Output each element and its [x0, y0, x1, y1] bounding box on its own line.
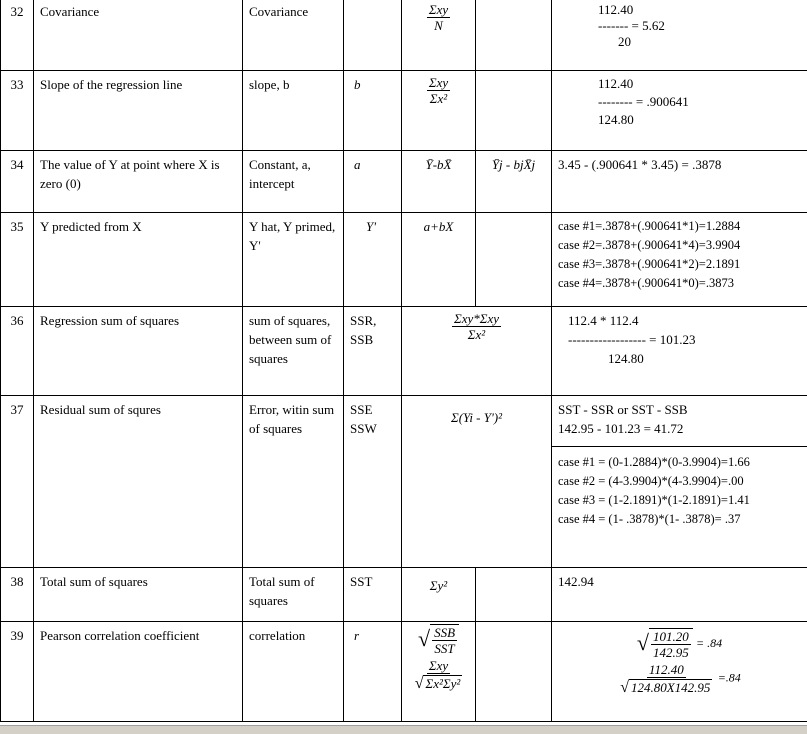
result-bottom: 20: [618, 34, 631, 49]
result-top: 112.40: [598, 2, 634, 17]
formula-cell: a+bX: [402, 213, 476, 307]
row-number: 32: [1, 0, 34, 71]
formula-fraction: [432, 625, 457, 656]
measure-name: Residual sum of squres: [34, 396, 243, 568]
formula-cell: [402, 307, 552, 396]
formula-numerator: Σxy: [428, 2, 449, 17]
measure-alias: Covariance: [243, 0, 344, 71]
measure-symbol: SST: [344, 568, 402, 622]
measure-symbol: SSR, SSB: [344, 307, 402, 396]
measure-symbol: Y': [344, 213, 402, 307]
window-bottom-edge: [0, 725, 807, 734]
row-number: 36: [1, 307, 34, 396]
formula-denominator: N: [434, 18, 443, 33]
result-mid: -------- = .900641: [598, 94, 689, 109]
result-product-ratio: 112.40 √ 124.80X142.95 =.84: [620, 662, 741, 696]
measure-alias: slope, b: [243, 71, 344, 151]
table-row: [1, 396, 807, 568]
result-case-line: case #3 = (1-2.1891)*(1-2.1891)=1.41: [558, 493, 750, 507]
ratio-formula: [408, 658, 469, 692]
result-cell: [552, 0, 807, 71]
result-cell: [552, 71, 807, 151]
formula-cell: [402, 71, 476, 151]
result-denominator: 142.95: [652, 645, 689, 660]
result-cell: 3.45 - (.900641 * 3.45) = .3878: [552, 151, 807, 213]
row-number: 33: [1, 71, 34, 151]
result-case-line: case #3=.3878+(.900641*2)=2.1891: [558, 257, 741, 271]
measure-alias: Total sum of squares: [243, 568, 344, 622]
formula-denominator: Σx²: [429, 91, 448, 106]
result-value: = .84: [695, 635, 723, 650]
formula-cell: Σy²: [402, 568, 476, 622]
formula-fraction: Σxy √ Σx²Σy²: [414, 658, 461, 692]
measure-alias: Error, witin sum of squares: [243, 396, 344, 568]
result-top-line: 142.95 - 101.23 = 41.72: [558, 421, 684, 436]
measure-name: Covariance: [34, 0, 243, 71]
measure-name: The value of Y at point where X is zero (0): [34, 151, 243, 213]
table-row: [1, 213, 807, 307]
formula-fraction: [452, 311, 501, 342]
result-mid: ------- = 5.62: [598, 18, 665, 33]
formula-numerator: Σxy: [428, 658, 449, 673]
result-case-line: case #2=.3878+(.900641*4)=3.9904: [558, 238, 741, 252]
table-row: [1, 622, 807, 722]
result-mid: ------------------ = 101.23: [568, 332, 696, 347]
formula-alt-cell: [476, 622, 552, 722]
formula-cell: Σ(Yi - Y')²: [402, 396, 552, 568]
sqrt-sign: √ $\frac{\text{SSB}}{\text{SST}}$: [418, 624, 459, 656]
table-row: [1, 307, 807, 396]
measure-name: Pearson correlation coefficient: [34, 622, 243, 722]
table-row: [1, 71, 807, 151]
formula-fraction: [427, 75, 450, 106]
result-bottom: 124.80: [608, 351, 644, 366]
measure-alias: sum of squares, between sum of squares: [243, 307, 344, 396]
measure-name: Regression sum of squares: [34, 307, 243, 396]
formula-fraction: [427, 2, 450, 33]
result-case-line: case #1=.3878+(.900641*1)=1.2884: [558, 219, 741, 233]
result-case-line: case #4 = (1- .3878)*(1- .3878)= .37: [558, 512, 741, 526]
measure-name: Slope of the regression line: [34, 71, 243, 151]
formula-denominator: Σx²Σy²: [425, 676, 461, 692]
measure-symbol: [344, 0, 402, 71]
result-case-line: case #4=.3878+(.900641*0)=.3873: [558, 276, 734, 290]
result-cell: [552, 213, 807, 307]
cell-divider: [552, 446, 807, 447]
row-number: 34: [1, 151, 34, 213]
formula-cell: Ȳ-bX̄: [402, 151, 476, 213]
result-top: 112.4 * 112.4: [568, 313, 639, 328]
row-number: 39: [1, 622, 34, 722]
formula-numerator: SSB: [434, 625, 456, 640]
formula-cell: [402, 622, 476, 722]
formula-alt-cell: [476, 71, 552, 151]
result-value: =.84: [717, 670, 741, 685]
measure-symbol: SSE SSW: [344, 396, 402, 568]
result-top: 112.40: [598, 76, 634, 91]
formula-alt-cell: [476, 213, 552, 307]
formula-numerator: Σxy*Σxy: [453, 311, 500, 326]
row-number: 37: [1, 396, 34, 568]
result-bottom: 124.80: [598, 112, 634, 127]
result-numerator: 101.20: [652, 629, 689, 644]
table-row: [1, 151, 807, 213]
formula-alt-cell: Ȳj - bjX̄j: [476, 151, 552, 213]
formula-denominator: Σx²: [467, 327, 486, 342]
measure-symbol: a: [344, 151, 402, 213]
row-number: 35: [1, 213, 34, 307]
result-case-line: case #1 = (0-1.2884)*(0-3.9904)=1.66: [558, 455, 750, 469]
measure-name: Total sum of squares: [34, 568, 243, 622]
formula-numerator: Σxy: [428, 75, 449, 90]
result-top-line: SST - SSR or SST - SSB: [558, 402, 688, 417]
formula-denominator: SST: [434, 641, 455, 656]
sqrt-formula: [408, 624, 469, 656]
result-denominator: 124.80X142.95: [630, 680, 711, 696]
measure-alias: correlation: [243, 622, 344, 722]
measure-alias: Y hat, Y primed, Y': [243, 213, 344, 307]
measure-alias: Constant, a, intercept: [243, 151, 344, 213]
result-cell: [552, 396, 807, 568]
measure-symbol: r: [344, 622, 402, 722]
table-row: [1, 0, 807, 71]
result-numerator: 112.40: [648, 662, 684, 677]
measure-symbol: b: [344, 71, 402, 151]
measure-name: Y predicted from X: [34, 213, 243, 307]
formula-cell: [402, 0, 476, 71]
result-case-line: case #2 = (4-3.9904)*(4-3.9904)=.00: [558, 474, 744, 488]
formula-alt-cell: [476, 568, 552, 622]
result-sqrt-ratio: √ $\frac{101.20}{142.95}$ = .84: [636, 629, 723, 660]
result-cell: [552, 307, 807, 396]
formula-alt-cell: [476, 0, 552, 71]
result-cell: 142.94: [552, 568, 807, 622]
row-number: 38: [1, 568, 34, 622]
table-row: [1, 568, 807, 622]
result-cell: [552, 622, 807, 722]
